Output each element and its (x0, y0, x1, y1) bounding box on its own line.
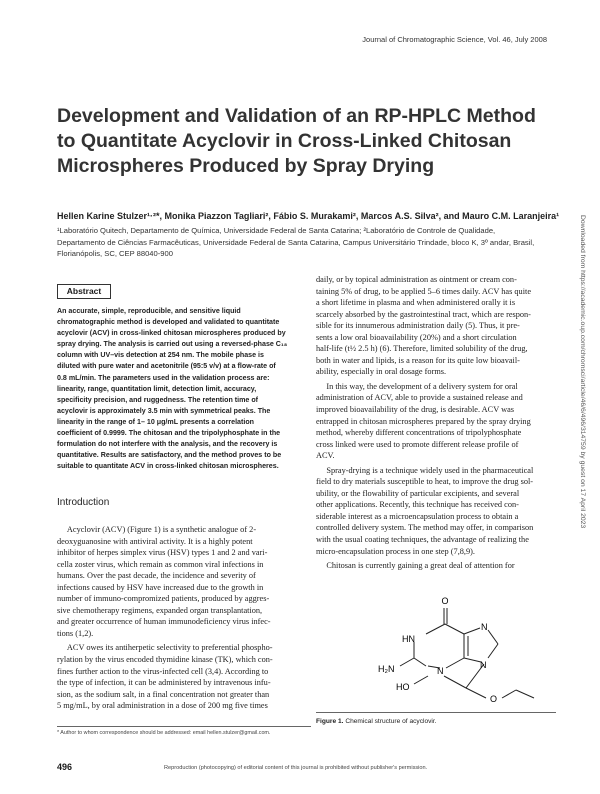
body-line: and greater occurrence of human immunodeficiency virus infec- (57, 617, 271, 627)
body-line: number of immuno-compromized patients, produced by aggres- (57, 594, 270, 604)
body-line: half-life (t½ 2.5 h) (6). Therefore, limited solubility of the drug, (316, 344, 528, 354)
affiliation-line: Florianópolis, SC, CEP 88040-900 (57, 249, 173, 258)
body-line: field to dry materials susceptible to heat, to improve the drug sol- (316, 477, 534, 487)
affiliation-line: Departamento de Ciências Farmacêuticas, Universidade Federal de Santa Catarina, Campus Universitário Trindade, bloco K, 3º andar, Brasil, (57, 237, 535, 247)
affiliations (57, 225, 557, 260)
corresponding-author-footnote: * Author to whom correspondence should be addressed: email hellen.stulzer@gmail.com. (57, 730, 271, 736)
figure-caption (316, 718, 437, 725)
abstract-line: quantitative. Results are satisfactory, and the method proves to be (57, 451, 282, 460)
acyclovir-structure-figure (316, 580, 556, 714)
body-line: daily, or by topical administration as ointment or cream con- (316, 275, 517, 284)
body-line: fines further action to the virus-infected cell (3,4). According to (57, 666, 269, 676)
article-title (57, 104, 537, 179)
page-number: 496 (57, 762, 73, 772)
body-line: sents a low oral bioavailability (20%) and a short circulation (316, 332, 517, 342)
abstract-line: acyclovir (ACV) in cross-linked chitosan microspheres produced by (57, 329, 286, 338)
chemical-structure-diagram (316, 580, 556, 714)
body-line: sible for its innumerous administration daily (5). Thus, it pre- (316, 321, 520, 331)
amine-label: H₂N (378, 664, 395, 674)
abstract-line: An accurate, simple, reproducible, and sensitive liquid (57, 307, 241, 315)
body-line: other applications. Recently, this technique has received con- (316, 500, 519, 510)
body-line: ubility, or the flowability of particular excipients, and several (316, 488, 520, 498)
abstract-line: spray drying. The analysis is carried out using a reversed-phase C₁₈ (57, 340, 288, 349)
body-line: ACV. (316, 451, 335, 461)
body-line: ability, especially in oral dosage forms. (316, 367, 447, 377)
body-line: Chitosan is currently gaining a great deal of attention for (316, 561, 515, 571)
body-line: sion, as the sodium salt, in a final concentration not greater than (57, 689, 270, 699)
body-line: inhibitor of herpes simplex virus (HSV) types 1 and 2 and vari- (57, 548, 268, 558)
body-line: Spray-drying is a technique widely used in the pharmaceutical (316, 465, 534, 475)
figure-caption-text: Chemical structure of acyclovir. (343, 718, 437, 725)
body-line: ACV owes its antiherpetic selectivity to preferential phospho- (57, 643, 273, 653)
body-line: rylation by the virus encoded thymidine kinase (TK), which con- (57, 655, 273, 665)
title-line: Development and Validation of an RP-HPLC Method (57, 105, 536, 127)
body-line: infections caused by HSV have increased due to the growth in (57, 582, 264, 592)
download-watermark: Downloaded from https://academic.oup.com/chromsci/article/46/6/496/314759 by guest on 17 April 2023 (579, 215, 586, 529)
body-line: with the usual coating techniques, the advantage of realizing the (316, 535, 529, 545)
body-line: a short lifetime in plasma and when administered orally it is (316, 298, 516, 308)
abstract-line: specificity precision, and ruggedness. The retention time of (57, 395, 259, 404)
body-line: administration of ACV, able to provide a sustained release and (316, 393, 523, 403)
title-line: to Quantitate Acyclovir in Cross-Linked Chitosan (57, 130, 512, 152)
abstract-body (57, 306, 309, 472)
nitrogen-label: N (437, 666, 444, 676)
affiliation-line: ¹Laboratório Quitech, Departamento de Química, Universidade Federal de Santa Catarina; ²Laboratório de Controle de Qualidade, (57, 226, 496, 235)
abstract-line: linearity in the range of 1– 10 μg/mL presents a correlation (57, 417, 254, 426)
figure-caption-label: Figure 1. (316, 718, 344, 725)
ether-oxygen-label: O (490, 694, 498, 704)
body-line: deoxyguanosine with antiviral activity. It is a highly potent (57, 536, 253, 546)
abstract-line: column with UV–vis detection at 254 nm. The mobile phase is (57, 351, 264, 360)
body-line: both in water and lipids, is a reason for its quite low bioavail- (316, 355, 520, 365)
body-line: the type of infection, it can be administered by intravenous infu- (57, 678, 271, 688)
body-line: cross linked were used to promote different release profile of (316, 439, 519, 449)
body-line: humans. Over the past decade, the incidence and severity of (57, 571, 256, 581)
hn-label: HN (402, 634, 415, 644)
body-line: cella zoster virus, which remain as common viral infections in (57, 559, 264, 569)
hydroxyl-label: HO (396, 682, 410, 692)
body-line: method, whereby different concentrations of tripolyphosphate (316, 428, 522, 438)
abstract-line: coefficient of 0.9999. The chitosan and the tripolyphosphate in the (57, 429, 281, 438)
abstract-line: formulation do not interfere with the analysis, and the recovery is (57, 440, 278, 449)
oxygen-label: O (441, 596, 449, 606)
nitrogen-label: N (481, 622, 488, 632)
body-line: 5 mg/mL, by oral administration in a dose of 200 mg five times (57, 701, 268, 711)
author-list: Hellen Karine Stulzer¹·²*, Monika Piazzon Tagliari², Fábio S. Murakami², Marcos A.S. Silva², and Mauro C.M. Laranjeira¹ (57, 211, 560, 221)
right-column-body (316, 274, 556, 572)
abstract-line: diluted with pure water and acetonitrile (95:5 v/v) at a flow-rate of (57, 362, 276, 371)
abstract-line: 0.8 mL/min. The parameters used in the validation process are: (57, 373, 270, 382)
abstract-line: acyclovir is approximately 3.5 min with symmetrical peaks. The (57, 406, 271, 415)
body-line: In this way, the development of a delivery system for oral (316, 381, 518, 391)
title-line: Microspheres Produced by Spray Drying (57, 155, 435, 177)
left-column-body (57, 524, 311, 712)
introduction-heading: Introduction (57, 497, 110, 508)
body-line: improved bioavailability of the drug, is desirable. ACV was (316, 405, 515, 415)
journal-header: Journal of Chromatographic Science, Vol. 46, July 2008 (362, 35, 547, 44)
body-line: taining 5% of drug, to be applied 5–6 times daily. ACV has quite (316, 286, 531, 296)
abstract-label: Abstract (57, 284, 111, 299)
caption-divider (316, 712, 556, 713)
body-line: Acyclovir (ACV) (Figure 1) is a synthetic analogue of 2- (57, 525, 257, 534)
body-line: scarcely absorbed by the gastrointestinal tract, which are respon- (316, 309, 531, 319)
nitrogen-label: N (480, 660, 487, 670)
body-line: micro-encapsulation process in one step (7,8,9). (316, 546, 475, 556)
abstract-line: suitable to quantitate ACV in cross-linked chitosan microspheres. (57, 462, 279, 471)
abstract-line: linearity, range, quantitation limit, detection limit, accuracy, (57, 384, 257, 393)
body-line: controlled delivery system. The method may offer, in comparison (316, 523, 534, 533)
copyright-note: Reproduction (photocopying) of editorial content of this journal is prohibited without publisher's permission. (164, 765, 428, 771)
abstract-line: chromatographic method is developed and validated to quantitate (57, 318, 280, 327)
body-line: sive chemotherapy regimens, expanded organ transplantation, (57, 605, 263, 615)
footnote-divider (57, 726, 311, 727)
body-line: entrapped in chitosan microspheres prepared by the spray drying (316, 416, 531, 426)
body-line: tions (1,2). (57, 628, 94, 638)
body-line: siderable interest as a microencapsulation process to obtain a (316, 511, 519, 521)
